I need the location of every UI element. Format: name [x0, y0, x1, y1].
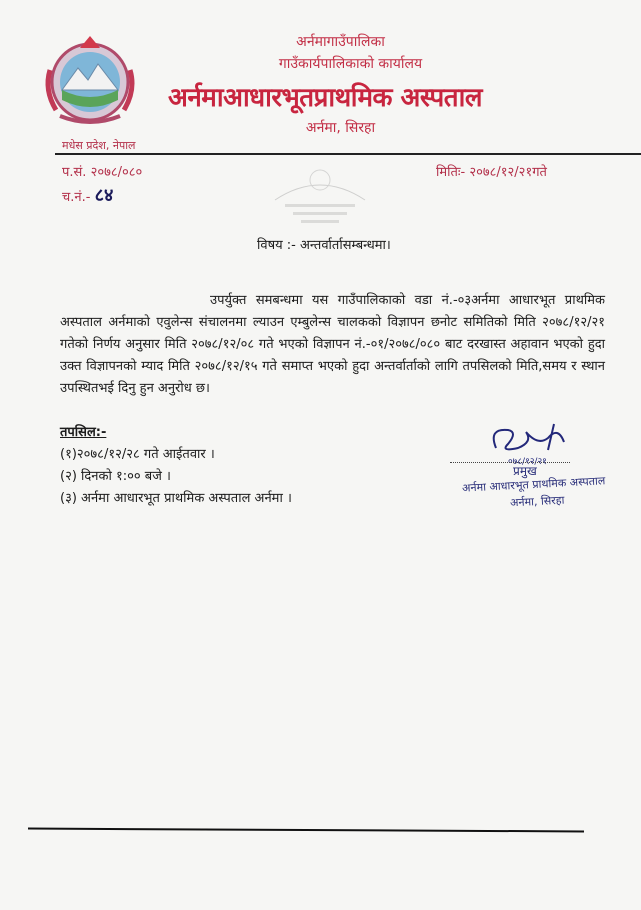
detail-item-date: (१)२०७८/१२/२८ गते आईतवार । — [60, 447, 215, 462]
signature-icon — [478, 418, 578, 468]
header-divider — [55, 153, 641, 155]
signature-line — [450, 462, 570, 463]
stamp-organization: अर्नमा आधारभूत प्राथमिक अस्पताल — [461, 474, 606, 495]
municipality-name: अर्नमागाउँपालिका — [296, 34, 385, 50]
detail-item-time: (२) दिनको १:०० बजे । — [60, 469, 171, 484]
details-heading: तपसिल:- — [60, 425, 107, 440]
dispatch-number — [62, 183, 113, 207]
signatory-title: प्रमुख — [513, 464, 537, 478]
letter-date: मितिः- २०७८/१२/२१गते — [436, 165, 547, 180]
dispatch-value: ८४ — [94, 185, 114, 206]
dispatch-label: च.नं.- — [62, 190, 91, 205]
footer-divider — [28, 828, 584, 833]
office-address: अर्नमा, सिरहा — [305, 120, 376, 136]
subject-line: विषय :- अन्तर्वार्तासम्बन्धमा। — [257, 238, 391, 253]
stamp-place: अर्नमा, सिरहा — [509, 493, 565, 510]
body-paragraph: उपर्युक्त समबन्धमा यस गाउँपालिकाको वडा नं.-०३अर्नमा आधारभूत प्राथमिक अस्पताल अर्नमाको एवुलेन्स संचालनमा ल्याउन एम्बुलेन्स चालकको विज्ञापन छनोट समितिको मिति २०७८/१२/२१ गतेको निर्णय अनुसार मिति २०७८/१२/०८ गते भएको विज्ञापन नं.-०१/२०७८/०८० बाट दरखास्त अहावान भएको हुदा उक्त विज्ञापनको म्याद मिति २०७८/१२/१५ गते समाप्त भएको हुदा अन्तर्वार्ताको लागि तपसिलको मिति,समय र स्थान उपस्थितभई दिनु हुन अनुरोध छ। — [60, 293, 605, 396]
emblem-caption: मधेस प्रदेश, नेपाल — [62, 139, 136, 152]
hospital-name: अर्नमाआधारभूतप्राथमिक अस्पताल — [168, 83, 482, 113]
letter-body — [60, 290, 605, 400]
faint-stamp-icon — [265, 160, 375, 232]
office-name: गाउँकार्यपालिकाको कार्यालय — [278, 56, 423, 72]
reference-number: प.सं. २०७८/०८० — [62, 165, 143, 180]
signature-date: ०७८/१२/२१ — [508, 457, 547, 467]
detail-item-venue: (३) अर्नमा आधारभूत प्राथमिक अस्पताल अर्नमा । — [60, 491, 292, 506]
